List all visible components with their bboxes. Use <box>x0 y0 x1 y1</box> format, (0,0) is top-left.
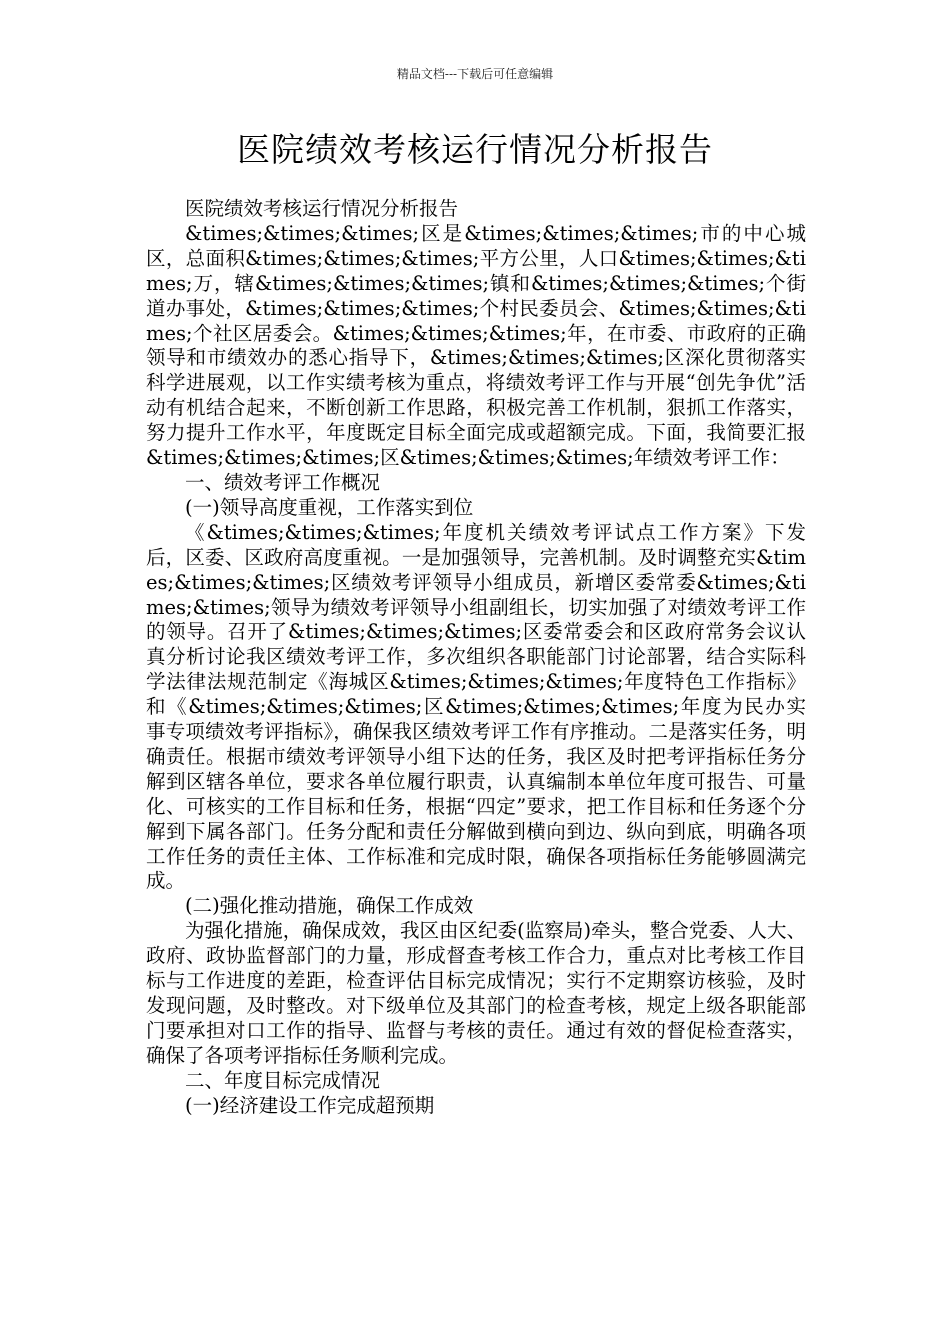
header-note: 精品文档---下载后可任意编辑 <box>396 67 554 81</box>
subsection-heading-2-1: (一)经济建设工作完成超预期 <box>185 1093 435 1117</box>
paragraph-intro: &times;&times;&times;区是&times;&times;&times;市的中心城区，总面积&times;&times;&times;平方公里，人口&times;&times;&times;万，辖&times;&times;&times;镇和&times;&times;&times;个街道办事处，&times;&times;&times;个村民委员会、&times;&times;&times;个社区居委会。&times;&times;&times;年，在市委、市政府的正确领导和市绩效办的悉心指导下，&times;&times;&times;区深化贯彻落实科学进展观，以工作实绩考核为重点，将绩效考评工作与开展“创先争优”活动有机结合起来，不断创新工作思路，积极完善工作机制，狠抓工作落实，努力提升工作水平，年度既定目标全面完成或超额完成。下面，我简要汇报&times;&times;&times;区&times;&times;&times;年绩效考评工作： <box>146 221 806 470</box>
paragraph-subtitle: 医院绩效考核运行情况分析报告 <box>185 197 459 220</box>
paragraph-body: 为强化措施，确保成效，我区由区纪委(监察局)牵头，整合党委、人大、政府、政协监督部门的力量，形成督查考核工作合力，重点对比考核工作目标与工作进度的差距，检查评估目标完成情况；实行不定期察访核验，及时发现问题，及时整改。对下级单位及其部门的检查考核，规定上级各职能部门要承担对口工作的指导、监督与考核的责任。通过有效的督促检查落实，确保了各项考评指标任务顺利完成。 <box>146 919 806 1067</box>
document-title: 医院绩效考核运行情况分析报告 <box>237 130 713 169</box>
document-body <box>146 197 806 1119</box>
paragraph-body: 《&times;&times;&times;年度机关绩效考评试点工作方案》下发后，区委、区政府高度重视。一是加强领导，完善机制。及时调整充实&times;&times;&times;区绩效考评领导小组成员，新增区委常委&times;&times;&times;领导为绩效考评领导小组副组长，切实加强了对绩效考评工作的领导。召开了&times;&times;&times;区委常委会和区政府常务会议认真分析讨论我区绩效考评工作，多次组织各职能部门讨论部署，结合实际科学法律法规范制定《海城区&times;&times;&times;年度特色工作指标》和《&times;&times;&times;区&times;&times;&times;年度为民办实事专项绩效考评指标》，确保我区绩效考评工作有序推动。二是落实任务，明确责任。根据市绩效考评领导小组下达的任务，我区及时把考评指标任务分解到区辖各单位，要求各单位履行职责，认真编制本单位年度可报告、可量化、可核实的工作目标和任务，根据“四定”要求，把工作目标和任务逐个分解到下属各部门。任务分配和责任分解做到横向到边、纵向到底，明确各项工作任务的责任主体、工作标准和完成时限，确保各项指标任务能够圆满完成。 <box>146 520 806 893</box>
section-heading-2: 二、年度目标完成情况 <box>185 1068 381 1092</box>
subsection-heading-1-2: (二)强化推动措施，确保工作成效 <box>185 894 474 918</box>
section-heading-1: 一、绩效考评工作概况 <box>185 470 381 494</box>
subsection-heading-1-1: (一)领导高度重视，工作落实到位 <box>185 495 474 519</box>
